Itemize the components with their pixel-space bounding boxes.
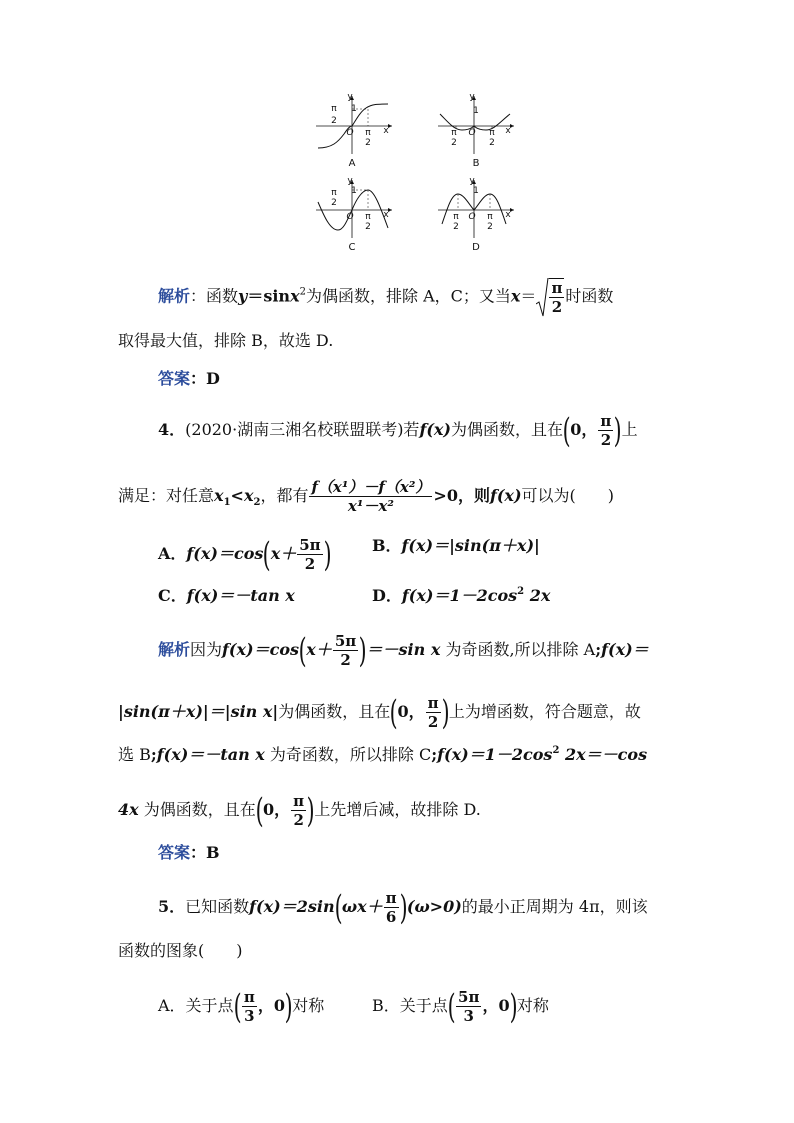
- left-paren: (: [334, 887, 343, 928]
- fx: f(x): [489, 486, 522, 505]
- jiexi-label: 解析: [158, 286, 191, 306]
- text: 为偶函数，且在: [138, 800, 256, 819]
- text: B．关于点: [372, 996, 448, 1015]
- text: 为奇函数，所以排除 C: [264, 745, 432, 764]
- fraction: [333, 632, 358, 669]
- text: f(x)＝－tan x: [186, 586, 295, 605]
- q4-solution-line2: [118, 694, 641, 731]
- option-letter: B．: [372, 536, 402, 555]
- text: f(x)＝: [601, 640, 649, 659]
- text: ，0: [482, 996, 510, 1015]
- text: 上为增函数，符合题意，故: [448, 702, 641, 721]
- denominator: 2: [600, 431, 612, 449]
- fraction: [598, 412, 613, 449]
- text: f(x)＝2sin: [249, 897, 335, 916]
- q4-answer: [158, 843, 220, 863]
- text: <: [230, 486, 244, 505]
- answer-value: ：B: [190, 843, 220, 862]
- pos-tick-den: 2: [365, 222, 371, 232]
- answer-label: 答案: [158, 369, 191, 388]
- text: f(x)＝|sin(π＋x)|: [401, 536, 540, 555]
- pos-tick-den: 2: [487, 222, 493, 232]
- denominator: x¹－x²: [347, 497, 394, 515]
- text: ωx＋: [341, 897, 383, 916]
- q4-option-c: [158, 586, 295, 606]
- neg-tick-num: π: [331, 188, 337, 198]
- text: f(x)＝1－2cos: [437, 745, 553, 764]
- text: 0，: [397, 702, 425, 721]
- neg-tick-num: π: [331, 104, 337, 114]
- right-paren: ): [306, 790, 315, 831]
- right-paren: ): [441, 692, 450, 733]
- q4-option-a: [158, 536, 331, 573]
- graph-letter: A: [348, 158, 356, 169]
- right-paren: ): [284, 986, 293, 1027]
- left-paren: (: [447, 986, 456, 1027]
- neg-tick-den: 2: [453, 222, 459, 232]
- graph-b: [434, 92, 518, 170]
- y-axis-label: y: [347, 176, 353, 186]
- text: f(x)＝－tan x: [156, 745, 265, 764]
- q4-stem-line2: 满足：对任意$x_1<x_2$，都有 $\frac{\text{f（x¹）－f（x²）}}{\text{x¹－x²}}$ >0，则f(x)可以为( ): [118, 478, 615, 515]
- neg-tick-den: 2: [331, 116, 337, 126]
- origin-label: O: [346, 128, 354, 138]
- graph-letter: B: [472, 158, 480, 169]
- text: ，都有: [260, 486, 309, 505]
- q5-stem-line1: [158, 889, 648, 926]
- var-x: x: [214, 486, 224, 505]
- option-letter: D．: [372, 586, 402, 605]
- text: 为奇函数,所以排除 A: [440, 640, 596, 659]
- q3-answer: [158, 369, 220, 389]
- denominator: 2: [340, 651, 351, 669]
- text: ;: [150, 745, 157, 764]
- numerator: 5π: [334, 632, 357, 650]
- graph-letter: C: [348, 242, 356, 253]
- text: f(x)＝cos: [222, 640, 300, 659]
- text: 0，: [570, 420, 598, 439]
- origin-label: O: [468, 212, 476, 222]
- q4-option-d: [372, 586, 550, 606]
- text: 满足：对任意: [118, 486, 215, 505]
- q3-solution-line2: 取得最大值，排除 B，故选 D.: [118, 331, 334, 350]
- var-x: x: [510, 286, 521, 306]
- graph-c: [312, 176, 396, 254]
- right-paren: ): [323, 534, 332, 575]
- question-number: 5．: [158, 897, 186, 916]
- jiexi-label: 解析: [158, 640, 191, 659]
- text: 为偶函数，且在: [451, 420, 564, 439]
- text: 为偶函数，排除 A，C；又当: [305, 286, 511, 306]
- numerator: π: [243, 988, 255, 1006]
- radical-sign: [536, 278, 550, 318]
- right-paren: ): [358, 630, 367, 671]
- y-axis-label: y: [469, 176, 475, 186]
- left-paren: (: [562, 410, 571, 451]
- right-paren: ): [509, 986, 518, 1027]
- text: 对称: [516, 996, 549, 1015]
- left-paren: (: [233, 986, 242, 1027]
- question-number: 4．: [158, 420, 186, 439]
- q5-option-a: [158, 988, 324, 1025]
- denominator: 3: [463, 1007, 474, 1025]
- pos-tick-num: π: [489, 128, 495, 138]
- y-axis-label: y: [347, 92, 353, 102]
- y-tick-label: 1: [473, 106, 479, 116]
- exponent: 2: [517, 586, 525, 597]
- text: 2x＝－cos: [559, 745, 648, 764]
- q3-solution-line1: [158, 278, 613, 316]
- pos-tick-den: 2: [489, 138, 495, 148]
- text: f(x)＝1－2cos: [401, 586, 518, 605]
- text: x＋: [306, 640, 332, 659]
- text: ＝sin: [247, 286, 291, 306]
- text: 上先增后减，故排除 D.: [314, 800, 481, 819]
- graph-a: [312, 92, 396, 170]
- right-paren: ): [614, 410, 623, 451]
- text: (2020·湖南三湘名校联盟联考)若: [185, 420, 420, 439]
- text: ＝: [520, 286, 537, 306]
- y-axis-label: y: [469, 92, 475, 102]
- exponent: 2: [299, 286, 306, 298]
- denominator: 2: [427, 713, 439, 731]
- var-x: x: [290, 286, 300, 306]
- neg-tick-num: π: [451, 128, 457, 138]
- text: x＋: [270, 544, 297, 563]
- fraction: [297, 536, 322, 573]
- answer-value: ：D: [190, 369, 220, 388]
- text: |sin(π＋x)|＝|sin x|: [118, 702, 279, 721]
- left-paren: (: [389, 692, 398, 733]
- answer-label: 答案: [158, 843, 191, 862]
- left-paren: (: [255, 790, 264, 831]
- text: 对称: [292, 996, 325, 1015]
- y-tick-label: 1: [473, 186, 479, 196]
- q5-stem-line2: 函数的图象( ): [118, 941, 243, 960]
- left-paren: (: [263, 534, 272, 575]
- text: ;: [431, 745, 438, 764]
- q4-solution-line4: [118, 792, 481, 829]
- origin-label: O: [346, 212, 354, 222]
- graph-d: [434, 176, 518, 254]
- sqrt-expression: [536, 278, 565, 316]
- difference-quotient: [309, 478, 432, 515]
- text: 选 B: [118, 745, 151, 764]
- numerator: f（x¹）－f（x²）: [311, 478, 431, 496]
- origin-label: O: [468, 128, 476, 138]
- right-paren: ): [399, 887, 408, 928]
- text: 2x: [524, 586, 551, 605]
- text: f(x)＝cos: [186, 544, 264, 563]
- denominator: 2: [304, 555, 316, 573]
- fraction: [291, 792, 306, 829]
- denominator: 3: [244, 1007, 255, 1025]
- fraction: [242, 988, 257, 1025]
- pos-tick-num: π: [365, 212, 371, 222]
- text: 时函数: [565, 286, 614, 306]
- numerator: π: [385, 889, 397, 907]
- text: 的最小正周期为 4π，则该: [461, 897, 648, 916]
- numerator: π: [427, 694, 439, 712]
- pos-tick-num: π: [365, 128, 371, 138]
- denominator: 2: [551, 298, 563, 316]
- numerator: 5π: [299, 536, 321, 554]
- text: ：函数: [190, 286, 239, 306]
- numerator: π: [551, 279, 563, 297]
- exponent: 2: [552, 745, 560, 756]
- text: 因为: [190, 640, 223, 659]
- fraction: [384, 889, 399, 926]
- x-axis-label: x: [505, 126, 511, 136]
- y-tick-label: 1: [351, 186, 357, 196]
- graph-letter: D: [472, 242, 480, 253]
- var-x: x: [243, 486, 254, 505]
- option-letter: C．: [158, 586, 187, 605]
- text: 上: [621, 420, 638, 439]
- var-y: y: [238, 286, 248, 306]
- text: >0，则: [433, 486, 490, 505]
- q4-option-b: [372, 536, 540, 556]
- y-tick-label: 1: [351, 104, 357, 114]
- option-letter: A．: [158, 544, 187, 563]
- text: 为偶函数，且在: [278, 702, 391, 721]
- pos-tick-num: π: [487, 212, 493, 222]
- text: 0，: [263, 800, 291, 819]
- neg-tick-den: 2: [331, 198, 337, 208]
- numerator: π: [293, 792, 305, 810]
- denominator: 6: [385, 908, 397, 926]
- q4-solution-line1: [158, 632, 649, 669]
- q4-solution-line3: [118, 745, 647, 765]
- text: 4x: [118, 800, 139, 819]
- neg-tick-den: 2: [451, 138, 457, 148]
- fraction: [426, 694, 441, 731]
- text: 可以为( ): [521, 486, 615, 505]
- q4-stem-line1: [158, 412, 638, 449]
- pos-tick-den: 2: [365, 138, 371, 148]
- text: ;: [595, 640, 602, 659]
- fx: f(x): [419, 420, 451, 439]
- text: (ω>0): [406, 897, 462, 916]
- left-paren: (: [298, 630, 307, 671]
- numerator: π: [600, 412, 612, 430]
- text: ，0: [257, 996, 285, 1015]
- text: 已知函数: [185, 897, 250, 916]
- text: ＝－sin x: [366, 640, 441, 659]
- fraction: [456, 988, 481, 1025]
- numerator: 5π: [458, 988, 480, 1006]
- x-axis-label: x: [383, 210, 389, 220]
- denominator: 2: [293, 811, 304, 829]
- text: A．关于点: [158, 996, 234, 1015]
- x-axis-label: x: [383, 126, 389, 136]
- x-axis-label: x: [505, 210, 511, 220]
- neg-tick-num: π: [453, 212, 459, 222]
- q5-option-b: [372, 988, 549, 1025]
